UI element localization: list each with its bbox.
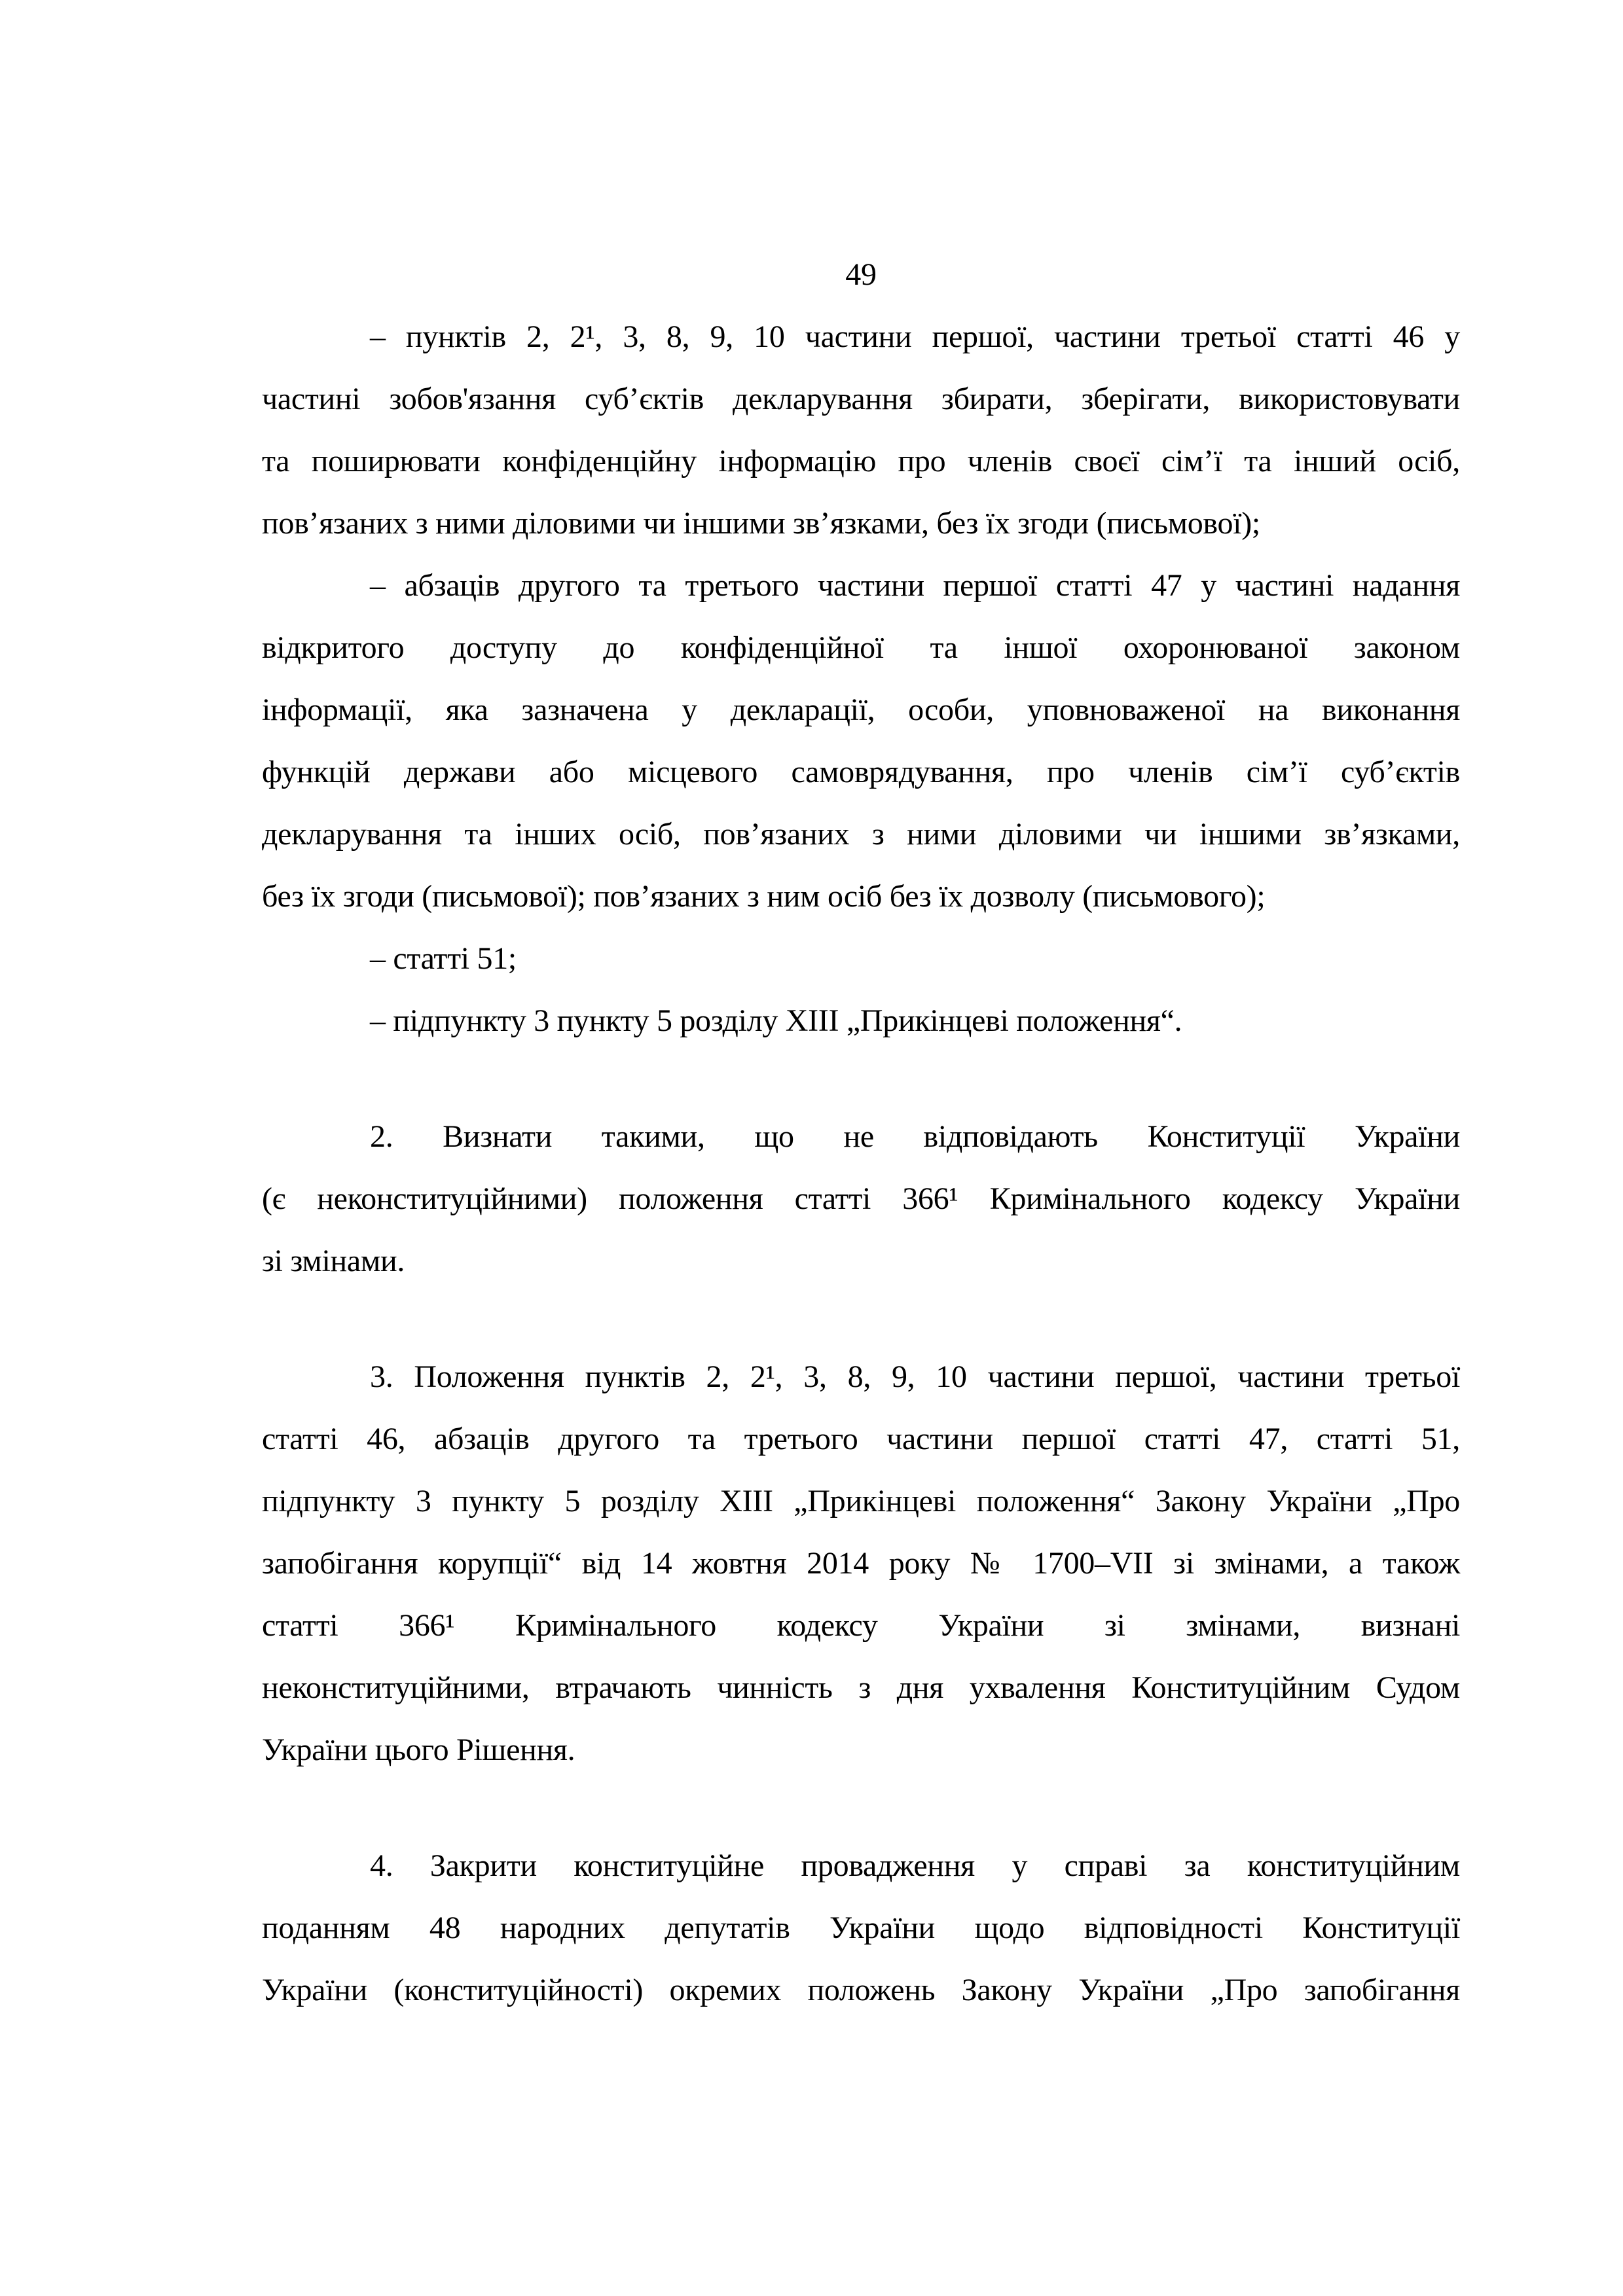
list-item-paragraphs-article-47	[262, 554, 1460, 927]
text-line: статті 366¹ Кримінального кодексу України зі змінами, визнані	[262, 1608, 1460, 1643]
text-block	[262, 243, 1460, 2021]
text-line: поданням 48 народних депутатів України щодо відповідності Конституції	[262, 1910, 1460, 1945]
text-line: та поширювати конфіденційну інформацію про членів своєї сім’ї та інший осіб,	[262, 444, 1460, 478]
text-line: запобігання корупції“ від 14 жовтня 2014 року № 1700–VII зі змінами, а також	[262, 1546, 1460, 1581]
document-body	[262, 306, 1460, 2021]
text-line: функцій держави або місцевого самоврядування, про членів сім’ї суб’єктів	[262, 755, 1460, 789]
text-line: частині зобов'язання суб’єктів декларування збирати, зберігати, використовувати	[262, 382, 1460, 416]
list-item-article-51	[262, 927, 1460, 990]
text-line: 3. Положення пунктів 2, 2¹, 3, 8, 9, 10 частини першої, частини третьої	[370, 1359, 1460, 1394]
page-number: 49	[845, 257, 877, 292]
text-line: України цього Рішення.	[262, 1732, 575, 1767]
text-line: 4. Закрити конституційне провадження у справі за конституційним	[370, 1848, 1460, 1883]
text-line: України (конституційності) окремих положень Закону України „Про запобігання	[262, 1973, 1460, 2007]
text-line: декларування та інших осіб, пов’язаних з ними діловими чи іншими зв’язками,	[262, 817, 1460, 852]
text-line: (є неконституційними) положення статті 366¹ Кримінального кодексу України	[262, 1181, 1460, 1216]
text-line: – підпункту 3 пункту 5 розділу XIII „Прикінцеві положення“.	[370, 1003, 1182, 1038]
text-line: без їх згоди (письмової); пов’язаних з ним осіб без їх дозволу (письмового);	[262, 879, 1266, 914]
text-line: пов’язаних з ними діловими чи іншими зв’язками, без їх згоди (письмової);	[262, 506, 1260, 541]
item-3-loss-of-effect	[262, 1346, 1460, 1781]
text-line: – пунктів 2, 2¹, 3, 8, 9, 10 частини першої, частини третьої статті 46 у	[370, 319, 1460, 354]
text-line: статті 46, абзаців другого та третього частини першої статті 47, статті 51,	[262, 1422, 1460, 1456]
text-line: зі змінами.	[262, 1244, 405, 1278]
text-line: інформації, яка зазначена у декларації, особи, уповноваженої на виконання	[262, 692, 1460, 727]
text-line: 2. Визнати такими, що не відповідають Конституції України	[370, 1119, 1460, 1154]
text-line: відкритого доступу до конфіденційної та іншої охоронюваної законом	[262, 630, 1460, 665]
text-line: підпункту 3 пункту 5 розділу XIII „Прикінцеві положення“ Закону України „Про	[262, 1484, 1460, 1518]
text-line: неконституційними, втрачають чинність з дня ухвалення Конституційним Судом	[262, 1670, 1460, 1705]
item-4-close-proceedings	[262, 1835, 1460, 2021]
list-item-subpoint-final-provisions	[262, 990, 1460, 1052]
list-item-points-article-46	[262, 306, 1460, 554]
text-line: – статті 51;	[370, 941, 517, 976]
item-2-unconstitutional-article-366	[262, 1105, 1460, 1292]
text-line: – абзаців другого та третього частини першої статті 47 у частині надання	[370, 568, 1460, 603]
